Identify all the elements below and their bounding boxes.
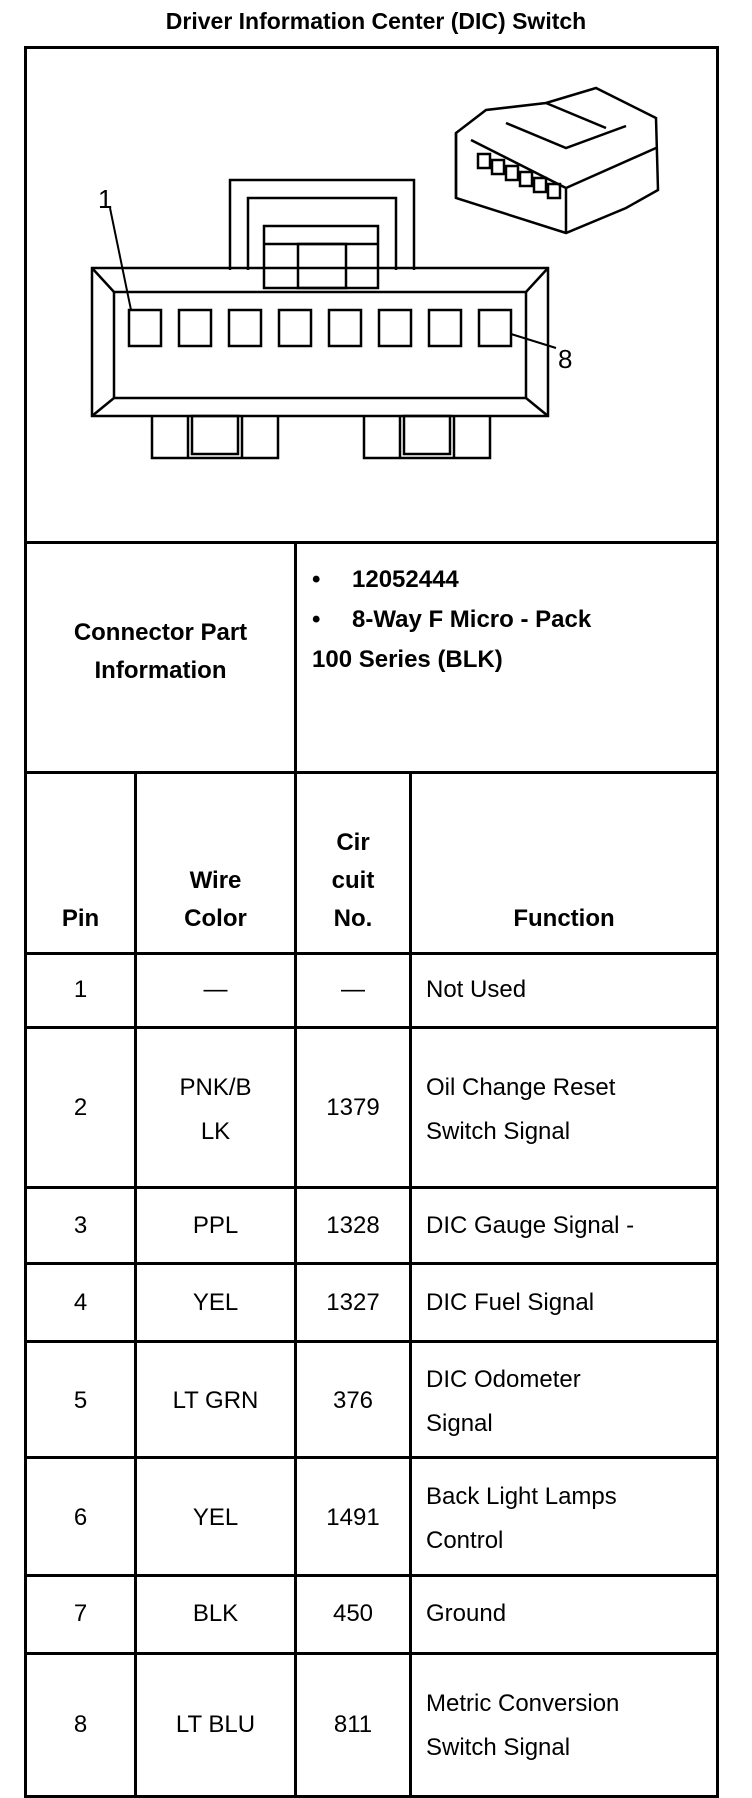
divider-row2 bbox=[24, 1186, 719, 1189]
row7-wire: BLK bbox=[192, 1600, 239, 1627]
divider-header bbox=[24, 952, 719, 955]
connector-info-label bbox=[27, 614, 294, 690]
header-circuit-no bbox=[297, 824, 409, 938]
header-circuit-line2: cuit bbox=[331, 867, 375, 894]
divider-connector bbox=[24, 771, 719, 774]
row2-pin: 2 bbox=[73, 1094, 88, 1121]
row2-wire bbox=[137, 1066, 294, 1154]
header-wire-color bbox=[137, 862, 294, 938]
row4-function: DIC Fuel Signal bbox=[426, 1289, 595, 1316]
connector-drawing bbox=[26, 48, 718, 541]
row5-function bbox=[426, 1358, 716, 1446]
row5-pin: 5 bbox=[73, 1387, 88, 1414]
row8-function-line1: Metric Conversion bbox=[426, 1690, 620, 1717]
row3-circuit: 1328 bbox=[326, 1212, 380, 1239]
row6-function-line2: Control bbox=[426, 1527, 504, 1554]
header-wire-color-line1: Wire bbox=[189, 867, 242, 894]
connector-diagram bbox=[26, 48, 718, 541]
row6-circuit: 1491 bbox=[326, 1504, 380, 1531]
pin-first-label: 1 bbox=[98, 184, 113, 214]
row8-wire: LT BLU bbox=[175, 1711, 256, 1738]
row1-circuit: — bbox=[341, 976, 365, 1003]
part-number-line bbox=[312, 560, 712, 600]
row3-wire: PPL bbox=[192, 1212, 239, 1239]
page-title: Driver Information Center (DIC) Switch bbox=[165, 8, 587, 34]
row8-function bbox=[426, 1682, 716, 1770]
row1-function: Not Used bbox=[426, 976, 527, 1003]
divider-row7 bbox=[24, 1652, 719, 1655]
connector-description: 8-Way F Micro - Pack bbox=[352, 606, 592, 633]
part-number: 12052444 bbox=[352, 566, 459, 593]
divider-diagram bbox=[24, 541, 719, 544]
row5-circuit: 376 bbox=[332, 1387, 374, 1414]
row2-function bbox=[426, 1066, 716, 1154]
connector-info-label-line1: Connector Part bbox=[73, 619, 248, 646]
row5-function-line1: DIC Odometer bbox=[426, 1366, 581, 1393]
connector-series: 100 Series (BLK) bbox=[312, 646, 503, 673]
row7-function: Ground bbox=[426, 1600, 507, 1627]
row2-function-line1: Oil Change Reset bbox=[426, 1074, 616, 1101]
connector-info-values bbox=[312, 560, 712, 680]
row7-circuit: 450 bbox=[332, 1600, 374, 1627]
row4-wire: YEL bbox=[192, 1289, 239, 1316]
pin-last-label: 8 bbox=[558, 344, 573, 374]
header-pin: Pin bbox=[61, 905, 100, 932]
row7-pin: 7 bbox=[73, 1600, 88, 1627]
row4-circuit: 1327 bbox=[326, 1289, 380, 1316]
row5-wire: LT GRN bbox=[172, 1387, 259, 1414]
row1-pin: 1 bbox=[73, 976, 88, 1003]
divider-row3 bbox=[24, 1262, 719, 1265]
divider-row5 bbox=[24, 1456, 719, 1459]
row3-function: DIC Gauge Signal - bbox=[426, 1212, 635, 1239]
row6-pin: 6 bbox=[73, 1504, 88, 1531]
description-line bbox=[312, 600, 712, 640]
row4-pin: 4 bbox=[73, 1289, 88, 1316]
row6-function bbox=[426, 1475, 716, 1563]
row1-wire: — bbox=[203, 976, 228, 1003]
row3-pin: 3 bbox=[73, 1212, 88, 1239]
row6-function-line1: Back Light Lamps bbox=[426, 1483, 617, 1510]
divider-row6 bbox=[24, 1574, 719, 1577]
row6-wire: YEL bbox=[192, 1504, 239, 1531]
row2-wire-line1: PNK/B bbox=[179, 1074, 252, 1101]
header-circuit-line3: No. bbox=[333, 905, 373, 932]
row2-circuit: 1379 bbox=[326, 1094, 380, 1121]
row5-function-line2: Signal bbox=[426, 1410, 493, 1437]
row2-wire-line2: LK bbox=[200, 1118, 231, 1145]
row8-function-line2: Switch Signal bbox=[426, 1734, 571, 1761]
divider-row1 bbox=[24, 1026, 719, 1029]
bullet-1: • bbox=[312, 566, 321, 593]
row2-function-line2: Switch Signal bbox=[426, 1118, 571, 1145]
divider-row4 bbox=[24, 1340, 719, 1343]
bullet-2: • bbox=[312, 606, 321, 633]
header-function: Function bbox=[513, 905, 615, 932]
row8-pin: 8 bbox=[73, 1711, 88, 1738]
row8-circuit: 811 bbox=[333, 1711, 373, 1738]
connector-info-label-line2: Information bbox=[94, 657, 227, 684]
header-circuit-line1: Cir bbox=[336, 829, 370, 856]
header-wire-color-line2: Color bbox=[184, 905, 247, 932]
